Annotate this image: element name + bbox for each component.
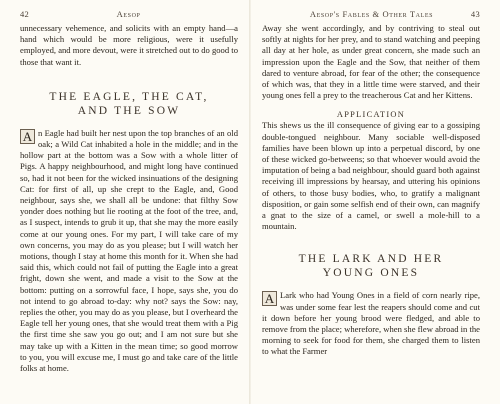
fable-title-eagle-cat-sow [20, 90, 238, 118]
fable-title-line1: THE EAGLE, THE CAT, [49, 90, 209, 103]
left-continuation-text: unnecessary vehemence, and solicits with an empty hand—a hand which would be more religious, were it usefully employed, and more devout, were it stretched out to do good to those that want it. [20, 23, 238, 67]
drop-cap: A [20, 129, 35, 144]
right-page [250, 0, 500, 404]
lark-title-line2: YOUNG ONES [322, 267, 420, 280]
fable-title-lark [262, 252, 480, 280]
drop-cap-lark: A [262, 291, 277, 306]
fable-body: n Eagle had built her nest upon the top branches of an old oak; a Wild Cat inhabited a hole in the middle; and in the hollow part at the bottom was a Sow with a whole litter of Pigs. A happy neighbourhood, and might long have continued so, had it not been for the wicked insinuations of the designing Cat: for first of all, up she crept to the Eagle, and, Good neighbour, says she, we shall all be undone: that filthy Sow yonder does nothing but lie rooting at the foot of the tree, and, as I suspect, intends to grub it up, that she may the more easily come at our young ones. For my part, I will take care of my own concerns, you may do as you please; but I will watch her motions, though I stay at home this month for it. When she had said this, which could not fail of putting the Eagle into a great fright, down she went, and made a visit to the Sow at the bottom: putting on a sorrowful face, I hope, says she, you do not intend to go abroad to-day: why not? says the Sow: nay, replies the other, you may do as you please, but I overheard the Eagle tell her young ones, that she would treat them with a Pig the first time she saw you go out; and I am not sure but she may take up with a Kitten in the mean time; so good morrow to you, you will excuse me, I must go and take care of the little folks at home. [20, 127, 238, 374]
right-running-head [262, 9, 480, 23]
lark-title-line1: THE LARK AND HER [298, 253, 444, 266]
fable-title-line2: AND THE SOW [77, 104, 181, 117]
application-heading: APPLICATION [336, 110, 406, 120]
left-running-head [20, 9, 238, 23]
right-running-title: Aesop's Fables & Other Tales [309, 9, 434, 19]
lark-body: Lark who had Young Ones in a field of corn nearly ripe, was under some fear lest the reapers should come and cut it down before her young brood were fledged, and able to remove from the place; wherefore, when she flew abroad in the morning to seek for food for them, she charged them to listen to what the Farmer [262, 290, 480, 357]
fable-text-eagle-cat-sow [20, 128, 238, 374]
right-continuation-text: Away she went accordingly, and by contriving to steal out softly at nights for her prey, and to stand watching and peeping all day at her hole, as under great concern, she made such an impression upon the Eagle and the Sow, that neither of them dared to venture abroad, for fear of the other; the consequence of which was, that they in a little time were starved, and their young ones fell a prey to the treacherous Cat and her Kittens. [262, 23, 480, 101]
left-page-number: 42 [20, 9, 30, 19]
application-text: This shews us the ill consequence of giving ear to a gossiping double-tongued neighbour. Many sociable well-disposed families have been blown up into a perpetual discord, by one of these wicked go-betweens; so that whoever would avoid the imputation of being a bad neighbour, should guard both against receiving ill impressions by hearsay, and uttering his opinions of others, to those busy bodies, who, to gratify a malignant disposition, or gain some selfish end of their own, can magnify a gnat to the size of a camel, or swell a mole-hill to a mountain. [262, 120, 480, 232]
right-page-number: 43 [470, 9, 480, 19]
fable-text-lark [262, 290, 480, 357]
left-running-title: Aesop [116, 9, 141, 19]
